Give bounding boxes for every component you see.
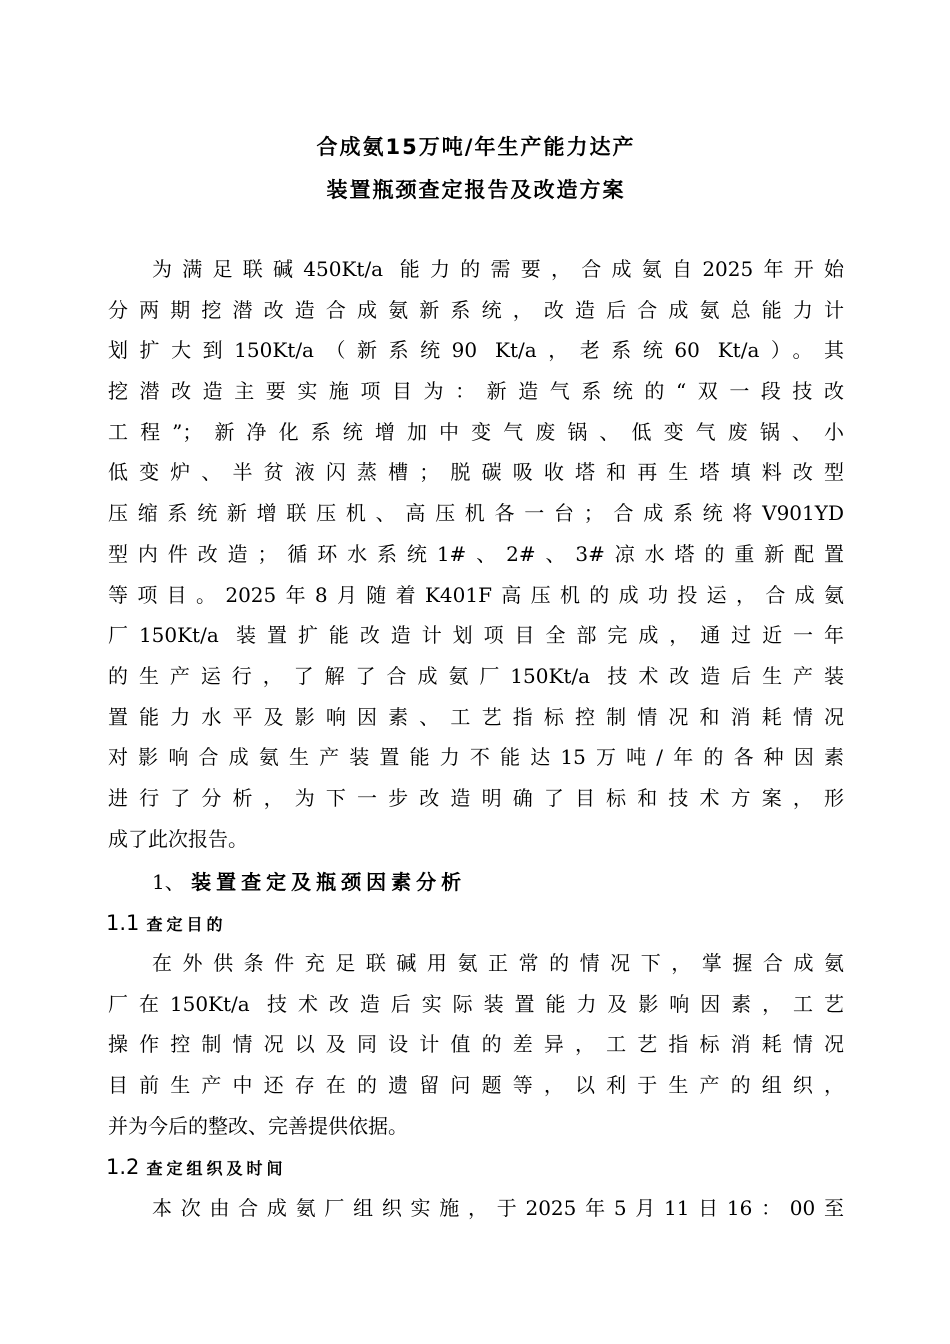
paragraph-line: 厂150Kt/a 装置扩能改造计划项目全部完成，通过近一年 [108, 623, 844, 648]
document-title-line-1: 合成氨15万吨/年生产能力达产 [316, 135, 636, 159]
subsection-number: 1.1 [106, 911, 140, 935]
subsection-title: 查定目的 [146, 915, 227, 934]
section-title: 装置查定及瓶颈因素分析 [191, 870, 467, 894]
intro-paragraph [108, 249, 844, 859]
paragraph-line: 在外供条件充足联碱用氨正常的情况下，掌握合成氨 [152, 951, 844, 975]
document-title-line-2: 装置瓶颈查定报告及改造方案 [326, 178, 626, 202]
section-heading [152, 862, 466, 902]
paragraph-line: 工程”；新净化系统增加中变气废锅、低变气废锅、小 [108, 419, 844, 444]
paragraph-line: 为满足联碱450Kt/a 能力的需要，合成氨自2025年开始 [152, 257, 844, 281]
paragraph-line: 目前生产中还存在的遗留问题等，以利于生产的组织， [108, 1073, 844, 1098]
purpose-paragraph [108, 943, 844, 1146]
paragraph-line: 挖潜改造主要实施项目为：新造气系统的“双一段技改 [108, 379, 844, 404]
subsection-heading-purpose [106, 903, 227, 943]
paragraph-line: 置能力水平及影响因素、工艺指标控制情况和消耗情况 [108, 704, 844, 729]
paragraph-line: 等项目。2025年8月随着K401F高压机的成功投运，合成氨 [108, 582, 844, 607]
organization-paragraph [108, 1188, 844, 1229]
paragraph-line: 本次由合成氨厂组织实施，于2025年5月11日16：00至 [152, 1196, 844, 1220]
paragraph-line: 进行了分析，为下一步改造明确了目标和技术方案，形 [108, 785, 844, 810]
paragraph-line: 操作控制情况以及同设计值的差异，工艺指标消耗情况 [108, 1032, 844, 1057]
paragraph-line: 低变炉、半贫液闪蒸槽；脱碳吸收塔和再生塔填料改型 [108, 460, 844, 485]
subsection-title: 查定组织及时间 [146, 1159, 287, 1178]
paragraph-line: 厂在150Kt/a 技术改造后实际装置能力及影响因素，工艺 [108, 991, 844, 1016]
paragraph-line: 分两期挖潜改造合成氨新系统，改造后合成氨总能力计 [108, 297, 844, 322]
paragraph-line: 划扩大到150Kt/a（新系统90 Kt/a，老系统60 Kt/a）。其 [108, 338, 844, 363]
subsection-number: 1.2 [106, 1155, 140, 1179]
paragraph-line: 型内件改造；循环水系统1#、2#、3#凉水塔的重新配置 [108, 541, 844, 566]
paragraph-line: 成了此次报告。 [108, 826, 248, 851]
paragraph-line: 压缩系统新增联压机、高压机各一台；合成系统将V901YD [108, 501, 844, 526]
paragraph-line: 对影响合成氨生产装置能力不能达15万吨/年的各种因素 [108, 745, 844, 770]
subsection-heading-organization [106, 1147, 287, 1187]
paragraph-line: 的生产运行，了解了合成氨厂150Kt/a 技术改造后生产装 [108, 663, 844, 688]
paragraph-line: 并为今后的整改、完善提供依据。 [108, 1113, 408, 1138]
section-number: 1、 [152, 870, 185, 894]
